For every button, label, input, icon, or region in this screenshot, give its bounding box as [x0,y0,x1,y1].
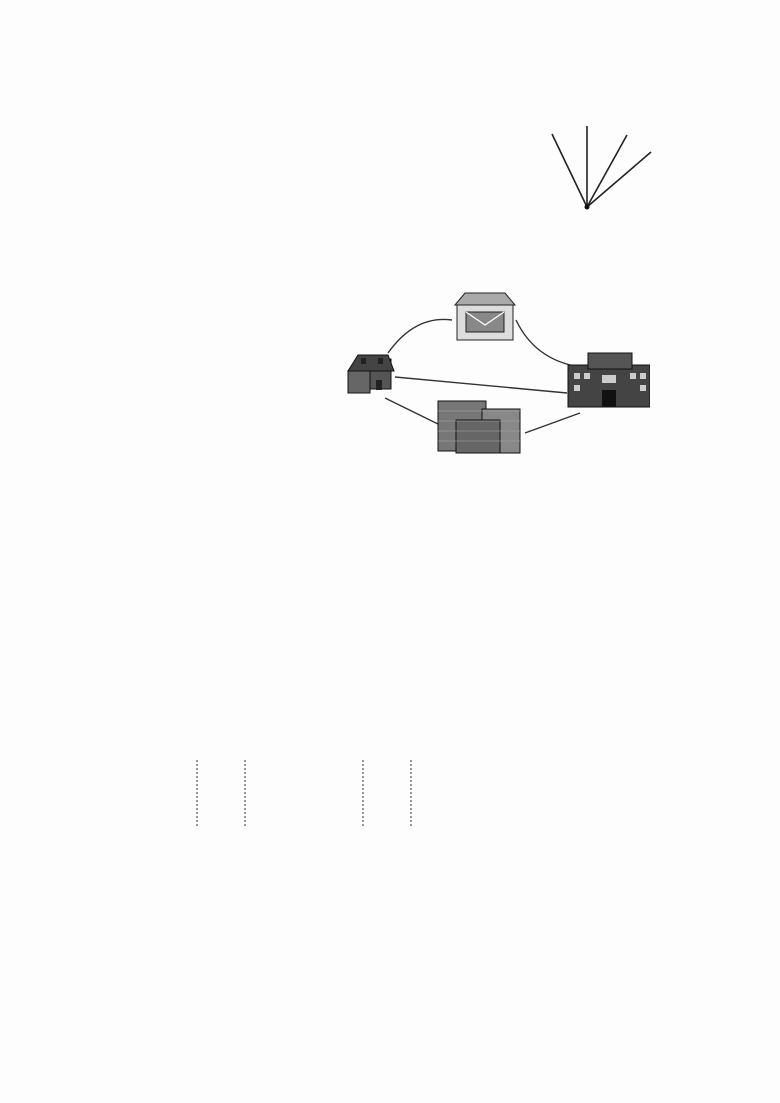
route-map [330,285,650,470]
wood-strips-figure [190,760,420,830]
school-icon [568,353,650,407]
rays-figure [540,118,670,218]
post-office-icon [455,293,515,340]
mall-icon [438,401,520,453]
home-icon [348,355,394,393]
